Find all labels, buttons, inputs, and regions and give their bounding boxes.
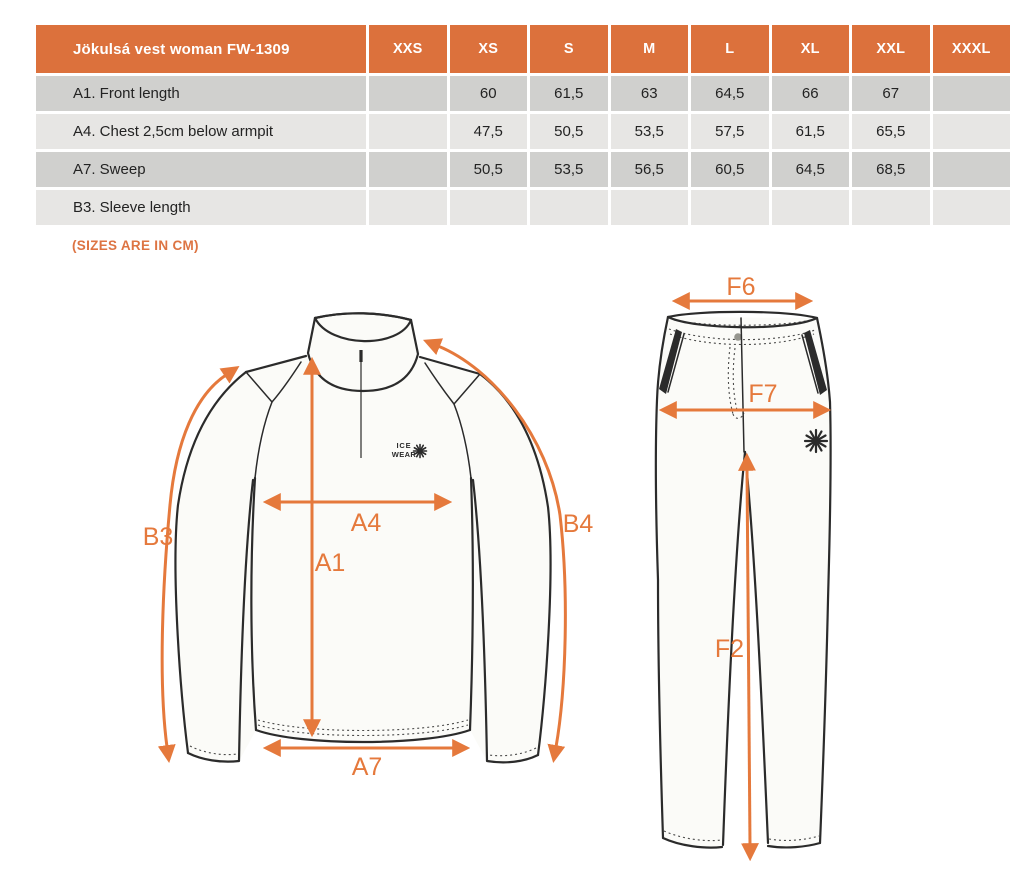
value-cell: 68,5 [852, 152, 930, 187]
row-label: A4. Chest 2,5cm below armpit [36, 114, 366, 149]
value-cell [933, 190, 1011, 225]
value-cell: 66 [772, 76, 850, 111]
measurement-label-f6: F6 [726, 273, 756, 301]
logo-ice: ICE [396, 441, 412, 450]
header-cell-xxxl: XXXL [933, 25, 1011, 73]
pants-measurement-diagram [620, 270, 1034, 889]
measurement-arrow-f2 [747, 469, 750, 845]
row-label: B3. Sleeve length [36, 190, 366, 225]
value-cell: 53,5 [530, 152, 608, 187]
value-cell [369, 190, 447, 225]
value-cell: 64,5 [772, 152, 850, 187]
value-cell: 63 [611, 76, 689, 111]
header-cell-xxl: XXL [852, 25, 930, 73]
value-cell: 50,5 [450, 152, 528, 187]
value-cell [933, 76, 1011, 111]
value-cell [933, 152, 1011, 187]
measurement-label-f7: F7 [748, 380, 778, 408]
value-cell: 56,5 [611, 152, 689, 187]
row-label: A1. Front length [36, 76, 366, 111]
header-cell-s: S [530, 25, 608, 73]
measurement-label-b4: B4 [562, 510, 594, 538]
table-title: Jökulsá vest woman FW-1309 [36, 25, 366, 73]
value-cell [369, 76, 447, 111]
header-cell-m: M [611, 25, 689, 73]
value-cell [691, 190, 769, 225]
value-cell: 67 [852, 76, 930, 111]
value-cell: 64,5 [691, 76, 769, 111]
row-label: A7. Sweep [36, 152, 366, 187]
value-cell [611, 190, 689, 225]
header-cell-xl: XL [772, 25, 850, 73]
value-cell: 57,5 [691, 114, 769, 149]
value-cell: 61,5 [772, 114, 850, 149]
measurement-label-a4: A4 [350, 509, 382, 537]
value-cell [369, 114, 447, 149]
value-cell [530, 190, 608, 225]
value-cell: 60,5 [691, 152, 769, 187]
logo-wear: WEAR [391, 450, 417, 459]
value-cell: 65,5 [852, 114, 930, 149]
value-cell: 53,5 [611, 114, 689, 149]
value-cell: 61,5 [530, 76, 608, 111]
header-cell-xs: XS [450, 25, 528, 73]
value-cell: 47,5 [450, 114, 528, 149]
shirt-measurement-diagram [120, 280, 620, 880]
shirt-body [175, 313, 551, 761]
size-table [36, 25, 1010, 225]
value-cell: 50,5 [530, 114, 608, 149]
measurement-label-b3: B3 [142, 523, 174, 551]
header-cell-xxs: XXS [369, 25, 447, 73]
value-cell [450, 190, 528, 225]
sizes-unit-note: (SIZES ARE IN CM) [72, 238, 199, 253]
value-cell [852, 190, 930, 225]
value-cell [933, 114, 1011, 149]
measurement-label-a7: A7 [351, 753, 383, 781]
measurement-label-f2: F2 [714, 635, 744, 663]
value-cell [772, 190, 850, 225]
value-cell: 60 [450, 76, 528, 111]
value-cell [369, 152, 447, 187]
measurement-label-a1: A1 [314, 549, 346, 577]
header-cell-l: L [691, 25, 769, 73]
